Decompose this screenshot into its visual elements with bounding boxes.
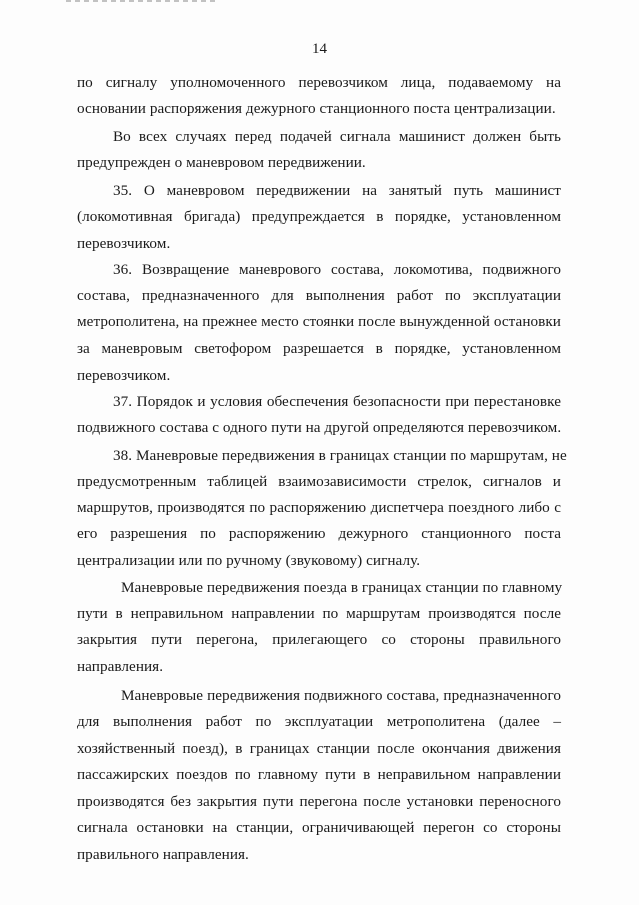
- text-line: производятся без закрытия пути перегона после установки переносного: [77, 793, 561, 810]
- text-line: сигнала остановки на станции, ограничивающей перегон со стороны: [77, 819, 561, 836]
- text-line: подвижного состава с одного пути на другой определяются перевозчиком.: [77, 419, 562, 436]
- text-line: правильного направления.: [77, 846, 249, 863]
- text-line: предупрежден о маневровом передвижении.: [77, 154, 366, 171]
- text-line: направления.: [77, 658, 164, 675]
- text-line: маршрутов, производятся по распоряжению диспетчера поездного либо с: [77, 499, 561, 516]
- text-line: Маневровые передвижения поезда в границах станции по главному: [121, 579, 563, 596]
- text-line: предусмотренным таблицей взаимозависимости стрелок, сигналов и: [77, 473, 561, 490]
- text-line: Во всех случаях перед подачей сигнала машинист должен быть: [113, 128, 561, 145]
- text-line: Маневровые передвижения подвижного состава, предназначенного: [121, 687, 561, 704]
- scan-artifact: [66, 0, 216, 2]
- text-line: основании распоряжения дежурного станционного поста централизации.: [77, 100, 556, 117]
- text-line: перевозчиком.: [77, 367, 171, 384]
- text-line: централизации или по ручному (звуковому) сигналу.: [77, 552, 421, 569]
- text-line: 36. Возвращение маневрового состава, локомотива, подвижного: [113, 261, 561, 278]
- text-line: закрытия пути перегона, прилегающего со стороны правильного: [77, 631, 561, 648]
- text-line: по сигналу уполномоченного перевозчиком лица, подаваемому на: [77, 74, 561, 91]
- text-line: для выполнения работ по эксплуатации метрополитена (далее –: [77, 713, 561, 730]
- text-line: (локомотивная бригада) предупреждается в порядке, установленном: [77, 208, 561, 225]
- text-line: за маневровым светофором разрешается в порядке, установленном: [77, 340, 561, 357]
- page-number: 14: [312, 41, 327, 57]
- text-line: перевозчиком.: [77, 235, 171, 252]
- text-line: 38. Маневровые передвижения в границах станции по маршрутам, не: [113, 447, 567, 464]
- text-line: его разрешения по распоряжению дежурного станционного поста: [77, 525, 561, 542]
- text-line: пути в неправильном направлении по маршрутам производятся после: [77, 605, 561, 622]
- text-line: 35. О маневровом передвижении на занятый путь машинист: [113, 182, 561, 199]
- text-line: пассажирских поездов по главному пути в неправильном направлении: [77, 766, 561, 783]
- text-line: метрополитена, на прежнее место стоянки после вынужденной остановки: [77, 313, 561, 330]
- text-line: хозяйственный поезд), в границах станции после окончания движения: [77, 740, 561, 757]
- text-line: состава, предназначенного для выполнения работ по эксплуатации: [77, 287, 561, 304]
- text-line: 37. Порядок и условия обеспечения безопасности при перестановке: [113, 393, 561, 410]
